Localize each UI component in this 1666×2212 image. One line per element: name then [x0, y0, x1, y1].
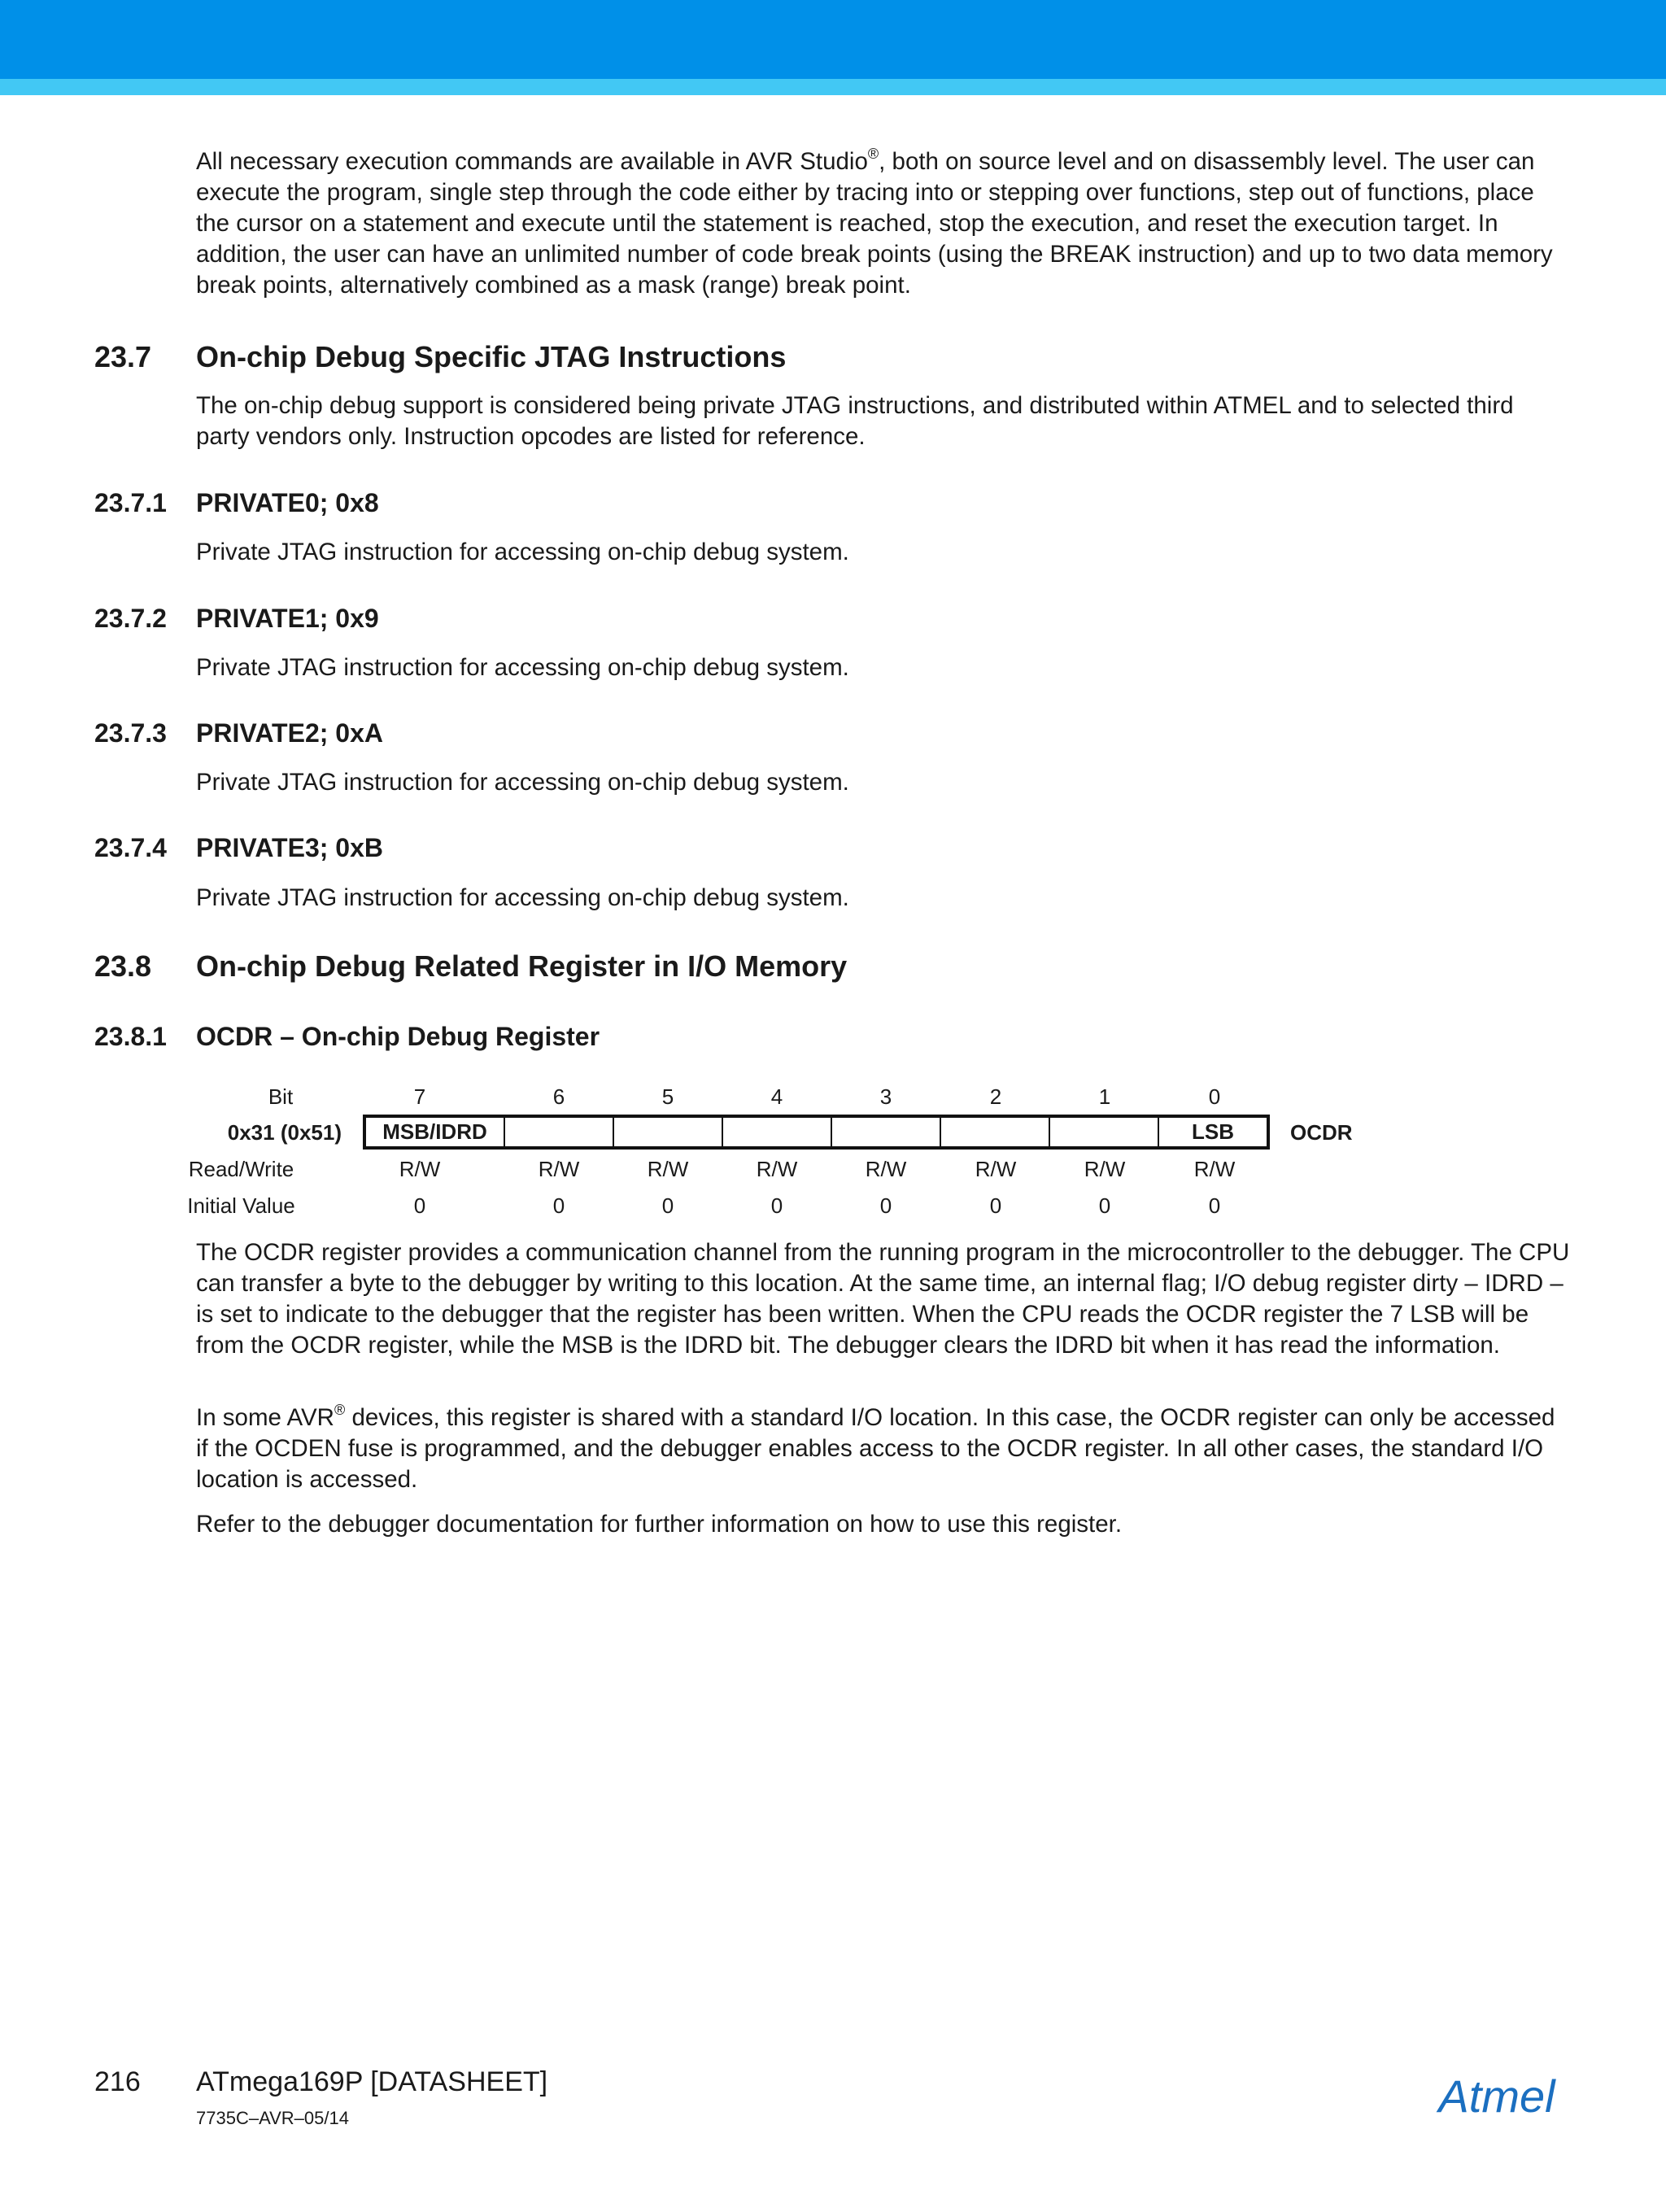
access-value: R/W	[865, 1157, 907, 1181]
register-cell: MSB/IDRD	[382, 1119, 487, 1144]
ocdr-paragraph-2: In some AVR® devices, this register is shared with a standard I/O location. In this case, the OCDR register can only be accessed if the OCDEN fuse is programmed, and the debugger enables access to the OCDR register. In all other cases, the standard I/O location is accessed.	[196, 1402, 1555, 1493]
document-title: ATmega169P [DATASHEET]	[196, 2066, 548, 2097]
register-cell	[1049, 1118, 1158, 1146]
section-23-7-paragraph: The on-chip debug support is considered being private JTAG instructions, and distributed within ATMEL and to selected third party vendors only. Instruction opcodes are listed for reference.	[196, 392, 1514, 450]
register-address: 0x31 (0x51)	[227, 1120, 342, 1145]
ocdr-paragraph-1: The OCDR register provides a communication channel from the running program in the microcontroller to the debugger. The CPU can transfer a byte to the debugger by writing to this location. At the same time, an internal flag; I/O debug register dirty – IDRD – is set to indicate to the debugger that the register has been written. When the CPU reads the OCDR register the 7 LSB will be from the OCDR register, while the MSB is the IDRD bit. The debugger clears the IDRD bit when it has read the information.	[196, 1239, 1570, 1359]
page-number: 216	[94, 2066, 141, 2097]
access-value: R/W	[399, 1157, 441, 1181]
bit-number: 7	[413, 1084, 426, 1109]
private3-description: Private JTAG instruction for accessing on-chip debug system.	[196, 884, 849, 911]
document-code: 7735C–AVR–05/14	[196, 2108, 349, 2128]
bit-number: 1	[1098, 1084, 1111, 1109]
initial-value: 0	[770, 1193, 783, 1218]
register-cell	[504, 1118, 613, 1146]
initial-value: 0	[661, 1193, 674, 1218]
atmel-logo	[1422, 2068, 1572, 2125]
register-cell	[613, 1118, 722, 1146]
initial-value: 0	[879, 1193, 892, 1218]
initial-value: 0	[1208, 1193, 1221, 1218]
private0-description: Private JTAG instruction for accessing on-chip debug system.	[196, 539, 849, 565]
atmel-logo-text: Atmel	[1438, 2070, 1555, 2122]
bit-number: 3	[879, 1084, 892, 1109]
register-cell	[940, 1118, 1049, 1146]
subsection-heading-23-7-4: 23.7.4 PRIVATE3; 0xB	[94, 833, 383, 862]
initial-value: 0	[413, 1193, 426, 1218]
access-value: R/W	[756, 1157, 798, 1181]
read-write-label: Read/Write	[188, 1157, 294, 1181]
subsection-heading-23-8-1: 23.8.1 OCDR – On-chip Debug Register	[94, 1022, 600, 1051]
private1-description: Private JTAG instruction for accessing on-chip debug system.	[196, 654, 849, 681]
bit-number: 2	[989, 1084, 1002, 1109]
access-value: R/W	[1193, 1157, 1236, 1181]
header-band	[0, 0, 1666, 79]
bit-label: Bit	[268, 1084, 294, 1109]
register-bit-box	[363, 1115, 1270, 1150]
subsection-heading-23-7-1: 23.7.1 PRIVATE0; 0x8	[94, 488, 379, 517]
access-value: R/W	[647, 1157, 689, 1181]
initial-value: 0	[1098, 1193, 1111, 1218]
section-heading-23-7: 23.7 On-chip Debug Specific JTAG Instructions	[94, 340, 787, 373]
access-value: R/W	[538, 1157, 580, 1181]
header-accent-strip	[0, 79, 1666, 95]
section-heading-23-8: 23.8 On-chip Debug Related Register in I/O Memory	[94, 949, 848, 983]
access-value: R/W	[975, 1157, 1017, 1181]
private2-description: Private JTAG instruction for accessing on-chip debug system.	[196, 769, 849, 796]
register-cell	[831, 1118, 940, 1146]
bit-number: 6	[552, 1084, 565, 1109]
access-value: R/W	[1084, 1157, 1126, 1181]
bit-number: 0	[1208, 1084, 1221, 1109]
bit-number: 5	[661, 1084, 674, 1109]
register-cell: LSB	[1158, 1118, 1267, 1146]
register-cell	[722, 1118, 831, 1146]
bit-number: 4	[770, 1084, 783, 1109]
register-name: OCDR	[1290, 1120, 1353, 1145]
intro-paragraph: All necessary execution commands are available in AVR Studio®, both on source level and on disassembly level. The user can execute the program, single step through the code either by tracing into or stepping over functions, step out of functions, place the cursor on a statement and execute until the statement is reached, stop the execution, and reset the execution target. In addition, the user can have an unlimited number of code break points (using the BREAK instruction) and up to two data memory break points, alternatively combined as a mask (range) break point.	[196, 146, 1553, 299]
subsection-heading-23-7-3: 23.7.3 PRIVATE2; 0xA	[94, 718, 383, 748]
initial-value: 0	[552, 1193, 565, 1218]
initial-value: 0	[989, 1193, 1002, 1218]
initial-value-label: Initial Value	[187, 1193, 295, 1218]
subsection-heading-23-7-2: 23.7.2 PRIVATE1; 0x9	[94, 604, 379, 633]
ocdr-paragraph-3: Refer to the debugger documentation for further information on how to use this register.	[196, 1511, 1123, 1538]
